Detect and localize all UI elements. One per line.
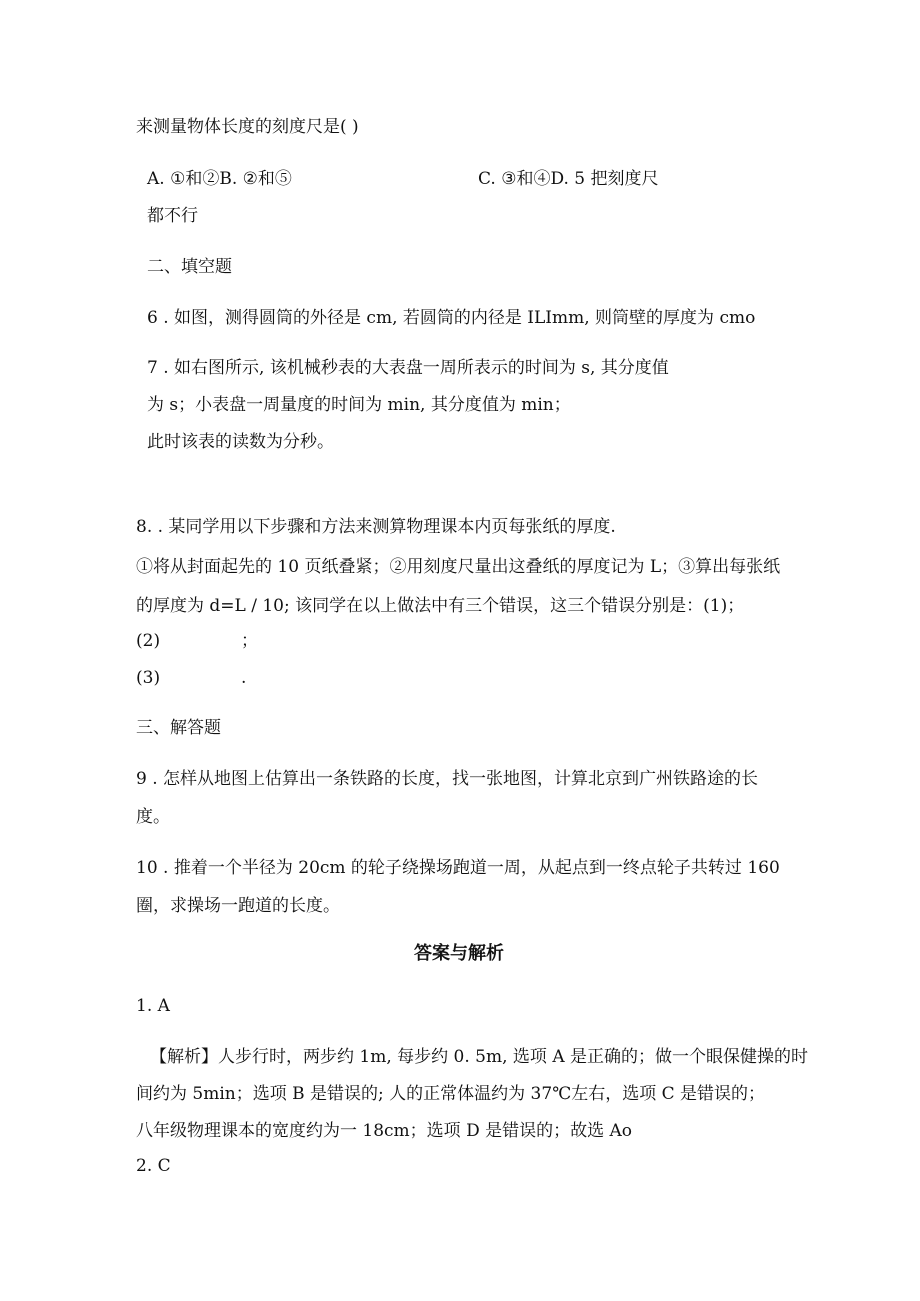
answer-1-explanation-line2: 间约为 5min；选项 B 是错误的; 人的正常体温约为 37℃左右，选项 C 是错误的； — [136, 1084, 766, 1104]
answer-2: 2. C — [136, 1156, 171, 1176]
q7-line1: 7 . 如右图所示, 该机械秒表的大表盘一周所表示的时间为 s, 其分度值 — [147, 358, 669, 378]
q5-stem-tail: 来测量物体长度的刻度尺是( ) — [136, 117, 359, 137]
q5-options-ab: A. ①和②B. ②和⑤ — [147, 169, 292, 189]
q8-line1: 8. . 某同学用以下步骤和方法来测算物理课本内页每张纸的厚度. — [136, 517, 616, 537]
section2-title: 二、填空题 — [147, 257, 232, 277]
section3-title: 三、解答题 — [136, 718, 221, 738]
q5-options-cd: C. ③和④D. 5 把刻度尺 — [478, 169, 659, 189]
answer-1: 1. A — [136, 996, 170, 1016]
q7-line3: 此时该表的读数为分秒。 — [147, 432, 334, 452]
q5-options-tail: 都不行 — [147, 206, 198, 226]
q8-blank3-end: . — [241, 668, 247, 688]
q7-line2: 为 s；小表盘一周量度的时间为 min, 其分度值为 min； — [147, 395, 571, 415]
q9-line1: 9 . 怎样从地图上估算出一条铁路的长度，找一张地图，计算北京到广州铁路途的长 — [136, 769, 759, 789]
q9-line2: 度。 — [136, 807, 170, 827]
answer-1-explanation-line3: 八年级物理课本的宽度约为一 18cm；选项 D 是错误的；故选 Ao — [136, 1121, 633, 1141]
q10-line1: 10 . 推着一个半径为 20cm 的轮子绕操场跑道一周，从起点到一终点轮子共转过 160 — [136, 858, 780, 878]
q8-blank2-end: ； — [241, 631, 258, 651]
q8-blank2-label: (2) — [136, 631, 161, 651]
q8-blank3-label: (3) — [136, 668, 161, 688]
answer-1-explanation-line1: 【解析】人步行时，两步约 1m, 每步约 0. 5m, 选项 A 是正确的；做一个眼保健操的时 — [150, 1047, 809, 1067]
q8-line2: ①将从封面起先的 10 页纸叠紧；②用刻度尺量出这叠纸的厚度记为 L；③算出每张纸 — [136, 557, 781, 577]
q10-line2: 圈，求操场一跑道的长度。 — [136, 896, 340, 916]
q6-text: 6 . 如图，测得圆筒的外径是 cm, 若圆筒的内径是 ILImm, 则筒壁的厚度为 cmo — [147, 308, 756, 328]
q8-line3: 的厚度为 d=L / 10; 该同学在以上做法中有三个错误，这三个错误分别是：(1)； — [136, 596, 745, 616]
answers-title: 答案与解析 — [414, 943, 504, 964]
